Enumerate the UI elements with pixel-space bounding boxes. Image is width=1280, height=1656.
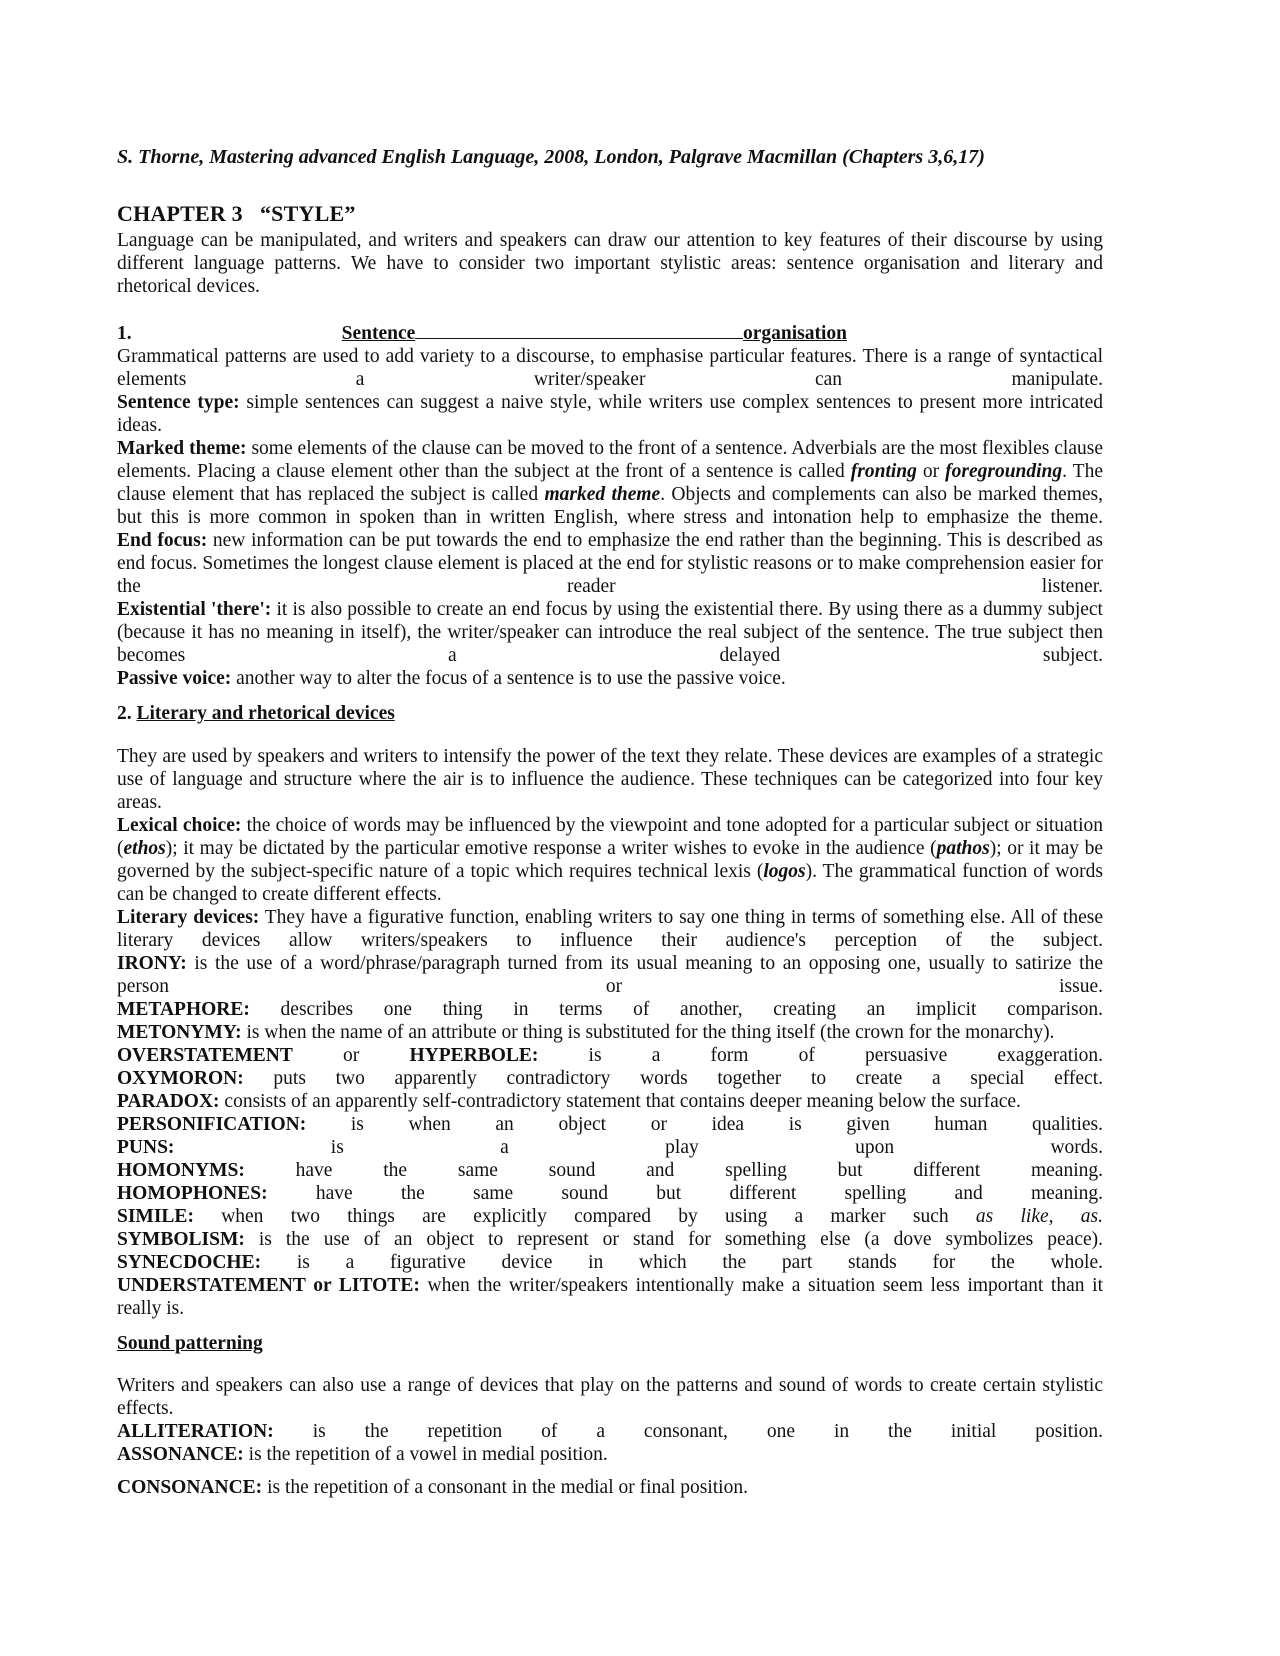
section-1-number: 1. bbox=[117, 323, 132, 344]
oxymoron-item: OXYMORON: puts two apparently contradictory words together to create a special effect. bbox=[117, 1067, 1103, 1089]
section-2-heading: 2. Literary and rhetorical devices bbox=[117, 703, 395, 724]
irony-item: IRONY: is the use of a word/phrase/paragraph turned from its usual meaning to an opposing one, usually to satirize the person or issue. bbox=[117, 952, 1103, 997]
sound-patterning-paragraph: Writers and speakers can also use a range of devices that play on the patterns and sound of words to create certain stylistic effects. bbox=[117, 1375, 1103, 1419]
section-1-heading bbox=[117, 322, 1103, 345]
symbolism-item: SYMBOLISM: is the use of an object to represent or stand for something else (a dove symbolizes peace). bbox=[117, 1228, 1103, 1250]
homonyms-item: HOMONYMS: have the same sound and spelling but different meaning. bbox=[117, 1159, 1103, 1181]
sound-patterning-heading: Sound patterning bbox=[117, 1332, 263, 1354]
understatement-item: UNDERSTATEMENT or LITOTE: when the writer/speakers intentionally make a situation seem less important than it really is. bbox=[117, 1274, 1103, 1319]
lexical-choice-item: Lexical choice: the choice of words may be influenced by the viewpoint and tone adopted for a particular subject or situation (ethos); it may be dictated by the particular emotive response a writer wishes to evoke in the audience (pathos); or it may be governed by the subject-specific nature of a topic which requires technical lexis (logos). The grammatical function of words can be changed to create different effects. bbox=[117, 814, 1104, 905]
literary-devices-item: Literary devices: They have a figurative function, enabling writers to say one thing in terms of something else. All of these literary devices allow writers/speakers to influence their audience's perception of the subject. bbox=[117, 906, 1103, 951]
term: Literary devices: bbox=[117, 906, 260, 928]
metonymy-item: METONYMY: is when the name of an attribute or thing is substituted for the thing itself (the crown for the monarchy). bbox=[117, 1021, 1055, 1043]
term: Marked theme: bbox=[117, 438, 247, 459]
section-1-title-a: Sentence bbox=[341, 323, 416, 344]
existential-there-item: Existential 'there': it is also possible to create an end focus by using the existential there. By using there as a dummy subject (because it has no meaning in itself), the writer/speaker can introduce the real subject of the sentence. The true subject then becomes a delayed subject. bbox=[117, 599, 1103, 666]
term: Lexical choice: bbox=[117, 814, 242, 836]
alliteration-item: ALLITERATION: is the repetition of a consonant, one in the initial position. bbox=[117, 1421, 1103, 1442]
section-2-paragraph: They are used by speakers and writers to intensify the power of the text they relate. These devices are examples of a strategic use of language and structure where the air is to influence the audience. These techniques can be categorized into four key areas. bbox=[117, 745, 1103, 813]
term: Existential 'there': bbox=[117, 599, 272, 620]
homophones-item: HOMOPHONES: have the same sound but different spelling and meaning. bbox=[117, 1182, 1103, 1204]
term: Sentence type: bbox=[117, 392, 240, 413]
passive-voice-item: Passive voice: another way to alter the focus of a sentence is to use the passive voice. bbox=[117, 668, 786, 689]
sentence-type-item: Sentence type: simple sentences can suggest a naive style, while writers use complex sentences to present more intricated ideas. bbox=[117, 392, 1103, 436]
simile-item: SIMILE: when two things are explicitly compared by using a marker such as like, as. bbox=[117, 1205, 1103, 1227]
consonance-item: CONSONANCE: is the repetition of a consonant in the medial or final position. bbox=[117, 1477, 748, 1498]
chapter-title: “STYLE” bbox=[259, 201, 356, 226]
end-focus-item: End focus: new information can be put towards the end to emphasize the end rather than the beginning. This is described as end focus. Sometimes the longest clause element is placed at the end for stylistic reasons or to make comprehension easier for the reader listener. bbox=[117, 530, 1103, 597]
synecdoche-item: SYNECDOCHE: is a figurative device in which the part stands for the whole. bbox=[117, 1251, 1103, 1273]
paradox-item: PARADOX: consists of an apparently self-contradictory statement that contains deeper meaning below the surface. bbox=[117, 1090, 1021, 1112]
chapter-number: CHAPTER 3 bbox=[117, 201, 243, 226]
assonance-item: ASSONANCE: is the repetition of a vowel in medial position. bbox=[117, 1444, 608, 1465]
personification-item: PERSONIFICATION: is when an object or idea is given human qualities. bbox=[117, 1113, 1103, 1135]
document-page bbox=[117, 140, 1103, 1499]
term: End focus: bbox=[117, 530, 208, 551]
overstatement-item: OVERSTATEMENT or HYPERBOLE: is a form of persuasive exaggeration. bbox=[117, 1044, 1103, 1066]
puns-item: PUNS: is a play upon words. bbox=[117, 1136, 1103, 1158]
marked-theme-item: Marked theme: some elements of the clause can be moved to the front of a sentence. Adverbials are the most flexibles clause elements. Placing a clause element other than the subject at the front of a sentence is called fronting or foregrounding. The clause element that has replaced the subject is called marked theme. Objects and complements can also be marked themes, but this is more common in spoken than in written English, where stress and intonation help to emphasize the theme. bbox=[117, 438, 1103, 528]
metaphore-item: METAPHORE: describes one thing in terms of another, creating an implicit comparison. bbox=[117, 998, 1103, 1020]
section-1-paragraph: Grammatical patterns are used to add variety to a discourse, to emphasise particular features. There is a range of syntactical elements a writer/speaker can manipulate. bbox=[117, 346, 1103, 390]
intro-paragraph: Language can be manipulated, and writers and speakers can draw our attention to key features of their discourse by using different language patterns. We have to consider two important stylistic areas: sentence organisation and literary and rhetorical devices. bbox=[117, 230, 1103, 297]
section-1-title-b: organisation bbox=[742, 323, 847, 344]
chapter-heading bbox=[117, 201, 1103, 227]
citation: S. Thorne, Mastering advanced English Language, 2008, London, Palgrave Macmillan (Chapters 3,6,17) bbox=[117, 146, 985, 168]
term: Passive voice: bbox=[117, 668, 232, 689]
